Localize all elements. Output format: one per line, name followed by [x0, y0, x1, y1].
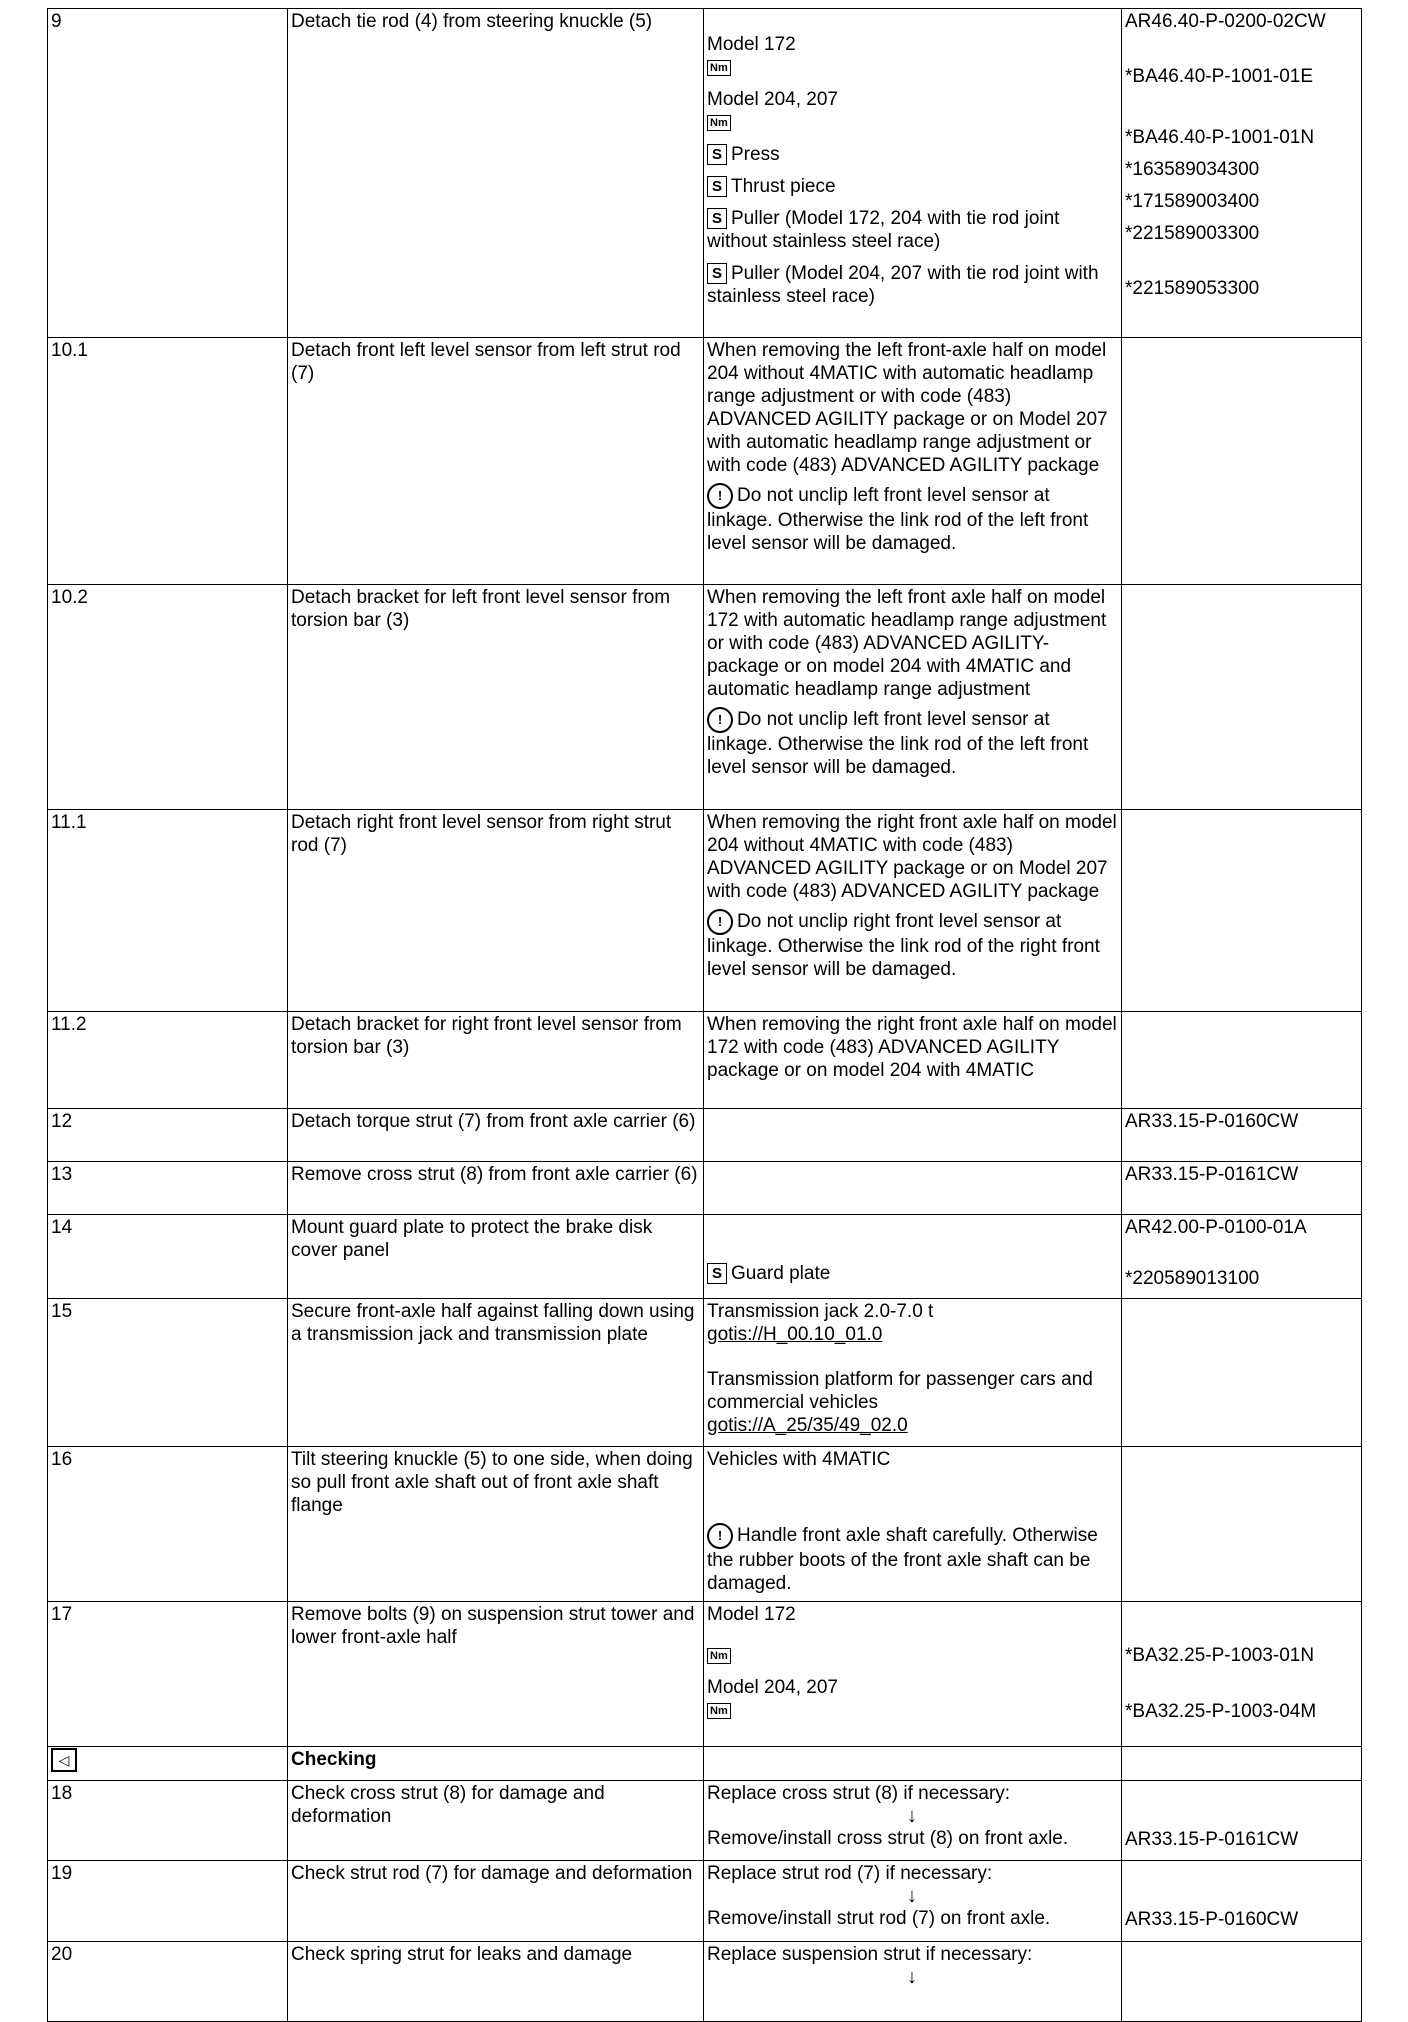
arrow-down-icon: ↓	[907, 1805, 917, 1827]
equipment-name: Transmission jack 2.0-7.0 t	[707, 1301, 934, 1322]
table-row	[48, 1215, 1362, 1299]
condition-note: Replace strut rod (7) if necessary:	[707, 1863, 993, 1884]
step-number: 9	[48, 9, 288, 338]
step-notes	[704, 9, 1122, 338]
step-action: Remove bolts (9) on suspension strut tower and lower front-axle half	[288, 1602, 704, 1747]
reference-link[interactable]: *BA32.25-P-1003-01N	[1125, 1645, 1315, 1666]
table-row	[48, 1602, 1362, 1747]
equipment-link[interactable]: gotis://A_25/35/49_02.0	[707, 1415, 908, 1436]
reference-link[interactable]: AR33.15-P-0160CW	[1122, 1109, 1362, 1162]
step-notes	[704, 338, 1122, 585]
arrow-down-icon: ↓	[907, 1966, 917, 1988]
model-label: Model 204, 207	[707, 89, 838, 110]
step-number: 12	[48, 1109, 288, 1162]
table-row	[48, 1781, 1362, 1861]
step-notes	[704, 1215, 1122, 1299]
table-row	[48, 9, 1362, 338]
condition-note: When removing the left front axle half on model 172 with automatic headlamp range adjustment or with code (483) ADVANCED AGILITY-package or on model 204 with 4MATIC and automatic headlamp range adjustment	[707, 587, 1107, 700]
step-action: Check cross strut (8) for damage and deformation	[288, 1781, 704, 1861]
caution-icon: !	[707, 909, 733, 935]
condition-note: Replace suspension strut if necessary:	[707, 1944, 1033, 1965]
step-references	[1122, 1215, 1362, 1299]
step-action: Detach tie rod (4) from steering knuckle (5)	[288, 9, 704, 338]
step-number: 20	[48, 1942, 288, 2022]
condition-note: Vehicles with 4MATIC	[707, 1449, 891, 1470]
step-notes	[704, 1109, 1122, 1162]
step-references	[1122, 1299, 1362, 1447]
tool-name: Puller (Model 172, 204 with tie rod joint without stainless steel race)	[707, 208, 1060, 252]
reference-link[interactable]: *163589034300	[1125, 159, 1260, 180]
caution-icon: !	[707, 707, 733, 733]
caution-text: Do not unclip left front level sensor at linkage. Otherwise the link rod of the left front level sensor will be damaged.	[707, 709, 1089, 778]
step-number: 19	[48, 1861, 288, 1942]
step-action: Detach front left level sensor from left strut rod (7)	[288, 338, 704, 585]
equipment-name: Transmission platform for passenger cars and commercial vehicles	[707, 1369, 1093, 1413]
table-row	[48, 1447, 1362, 1602]
step-number: 10.2	[48, 585, 288, 810]
step-references	[1122, 1942, 1362, 2022]
condition-note: When removing the right front axle half on model 204 without 4MATIC with code (483) ADVANCED AGILITY package or on Model 207 with code (483) ADVANCED AGILITY package	[707, 812, 1117, 902]
reference-link[interactable]: *171589003400	[1125, 191, 1260, 212]
table-row	[48, 1861, 1362, 1942]
special-tool-icon: S	[707, 263, 727, 284]
step-number: 14	[48, 1215, 288, 1299]
step-notes	[704, 1781, 1122, 1861]
step-action: Detach bracket for left front level sensor from torsion bar (3)	[288, 585, 704, 810]
caution-text: Handle front axle shaft carefully. Otherwise the rubber boots of the front axle shaft can be damaged.	[707, 1525, 1098, 1594]
table-row	[48, 1299, 1362, 1447]
step-number: 15	[48, 1299, 288, 1447]
step-notes	[704, 585, 1122, 810]
torque-icon: Nm	[707, 60, 731, 76]
reference-link[interactable]: *BA32.25-P-1003-04M	[1125, 1701, 1317, 1722]
step-number: 18	[48, 1781, 288, 1861]
table-row	[48, 810, 1362, 1012]
equipment-link[interactable]: gotis://H_00.10_01.0	[707, 1324, 883, 1345]
step-action: Mount guard plate to protect the brake disk cover panel	[288, 1215, 704, 1299]
step-number: 11.1	[48, 810, 288, 1012]
table-row	[48, 338, 1362, 585]
reference-link[interactable]: *221589053300	[1125, 278, 1260, 299]
step-number: 13	[48, 1162, 288, 1215]
section-heading: Checking	[288, 1747, 704, 1781]
step-action: Check strut rod (7) for damage and deformation	[288, 1861, 704, 1942]
step-number: 17	[48, 1602, 288, 1747]
step-notes	[704, 1942, 1122, 2022]
step-references	[1122, 1781, 1362, 1861]
table-row	[48, 1109, 1362, 1162]
step-action: Detach right front level sensor from right strut rod (7)	[288, 810, 704, 1012]
back-cell	[48, 1747, 288, 1781]
step-notes	[704, 1299, 1122, 1447]
step-notes	[704, 1162, 1122, 1215]
instruction-link[interactable]: Remove/install cross strut (8) on front axle.	[707, 1828, 1069, 1849]
special-tool-icon: S	[707, 176, 727, 197]
step-references	[1122, 338, 1362, 585]
torque-icon: Nm	[707, 115, 731, 131]
caution-icon: !	[707, 483, 733, 509]
step-action: Check spring strut for leaks and damage	[288, 1942, 704, 2022]
step-references	[1122, 1012, 1362, 1109]
step-notes: When removing the right front axle half on model 172 with code (483) ADVANCED AGILITY package or on model 204 with 4MATIC	[704, 1012, 1122, 1109]
torque-icon: Nm	[707, 1648, 731, 1664]
table-row	[48, 1942, 1362, 2022]
reference-link[interactable]: AR33.15-P-0160CW	[1125, 1909, 1299, 1930]
reference-link[interactable]: *BA46.40-P-1001-01E	[1125, 66, 1314, 87]
reference-link[interactable]: *220589013100	[1125, 1268, 1260, 1289]
procedure-table	[47, 8, 1362, 2022]
tool-name: Guard plate	[731, 1263, 831, 1284]
step-notes	[704, 1602, 1122, 1747]
condition-note: Replace cross strut (8) if necessary:	[707, 1783, 1011, 1804]
reference-link[interactable]: *BA46.40-P-1001-01N	[1125, 127, 1315, 148]
step-number: 10.1	[48, 338, 288, 585]
step-number: 16	[48, 1447, 288, 1602]
caution-text: Do not unclip left front level sensor at linkage. Otherwise the link rod of the left front level sensor will be damaged.	[707, 485, 1089, 554]
model-label: Model 172	[707, 34, 796, 55]
back-icon[interactable]: ◁	[51, 1748, 77, 1772]
step-references	[1122, 1861, 1362, 1942]
procedure-table-container	[47, 8, 1361, 2022]
torque-icon: Nm	[707, 1703, 731, 1719]
caution-icon: !	[707, 1523, 733, 1549]
model-label: Model 172	[707, 1604, 796, 1625]
reference-link[interactable]: AR33.15-P-0161CW	[1122, 1162, 1362, 1215]
tool-name: Thrust piece	[731, 176, 836, 197]
step-action: Secure front-axle half against falling down using a transmission jack and transmission plate	[288, 1299, 704, 1447]
caution-text: Do not unclip right front level sensor at linkage. Otherwise the link rod of the right front level sensor will be damaged.	[707, 911, 1100, 980]
special-tool-icon: S	[707, 144, 727, 165]
step-action: Detach torque strut (7) from front axle carrier (6)	[288, 1109, 704, 1162]
condition-note: When removing the left front-axle half on model 204 without 4MATIC with automatic headlamp range adjustment or with code (483) ADVANCED AGILITY package or on Model 207 with automatic headlamp range adjustment or with code (483) ADVANCED AGILITY package	[707, 340, 1108, 476]
step-references	[1122, 1447, 1362, 1602]
reference-link[interactable]: AR46.40-P-0200-02CW	[1125, 11, 1326, 32]
table-row	[48, 585, 1362, 810]
table-row	[48, 1162, 1362, 1215]
step-references	[1122, 1602, 1362, 1747]
step-number: 11.2	[48, 1012, 288, 1109]
section-heading-row	[48, 1747, 1362, 1781]
step-references	[1122, 810, 1362, 1012]
step-action: Tilt steering knuckle (5) to one side, when doing so pull front axle shaft out of front axle shaft flange	[288, 1447, 704, 1602]
step-action: Remove cross strut (8) from front axle carrier (6)	[288, 1162, 704, 1215]
step-notes	[704, 810, 1122, 1012]
tool-name: Press	[731, 144, 780, 165]
instruction-link[interactable]: Remove/install strut rod (7) on front axle.	[707, 1908, 1051, 1929]
step-references	[1122, 9, 1362, 338]
step-notes	[704, 1861, 1122, 1942]
step-action: Detach bracket for right front level sensor from torsion bar (3)	[288, 1012, 704, 1109]
reference-link[interactable]: AR33.15-P-0161CW	[1125, 1829, 1299, 1850]
reference-link[interactable]: AR42.00-P-0100-01A	[1125, 1217, 1307, 1238]
step-references	[1122, 1747, 1362, 1781]
tool-name: Puller (Model 204, 207 with tie rod joint with stainless steel race)	[707, 263, 1099, 307]
step-notes	[704, 1447, 1122, 1602]
table-row	[48, 1012, 1362, 1109]
special-tool-icon: S	[707, 1263, 727, 1284]
step-notes	[704, 1747, 1122, 1781]
special-tool-icon: S	[707, 208, 727, 229]
arrow-down-icon: ↓	[907, 1885, 917, 1907]
model-label: Model 204, 207	[707, 1677, 838, 1698]
step-references	[1122, 585, 1362, 810]
reference-link[interactable]: *221589003300	[1125, 223, 1260, 244]
